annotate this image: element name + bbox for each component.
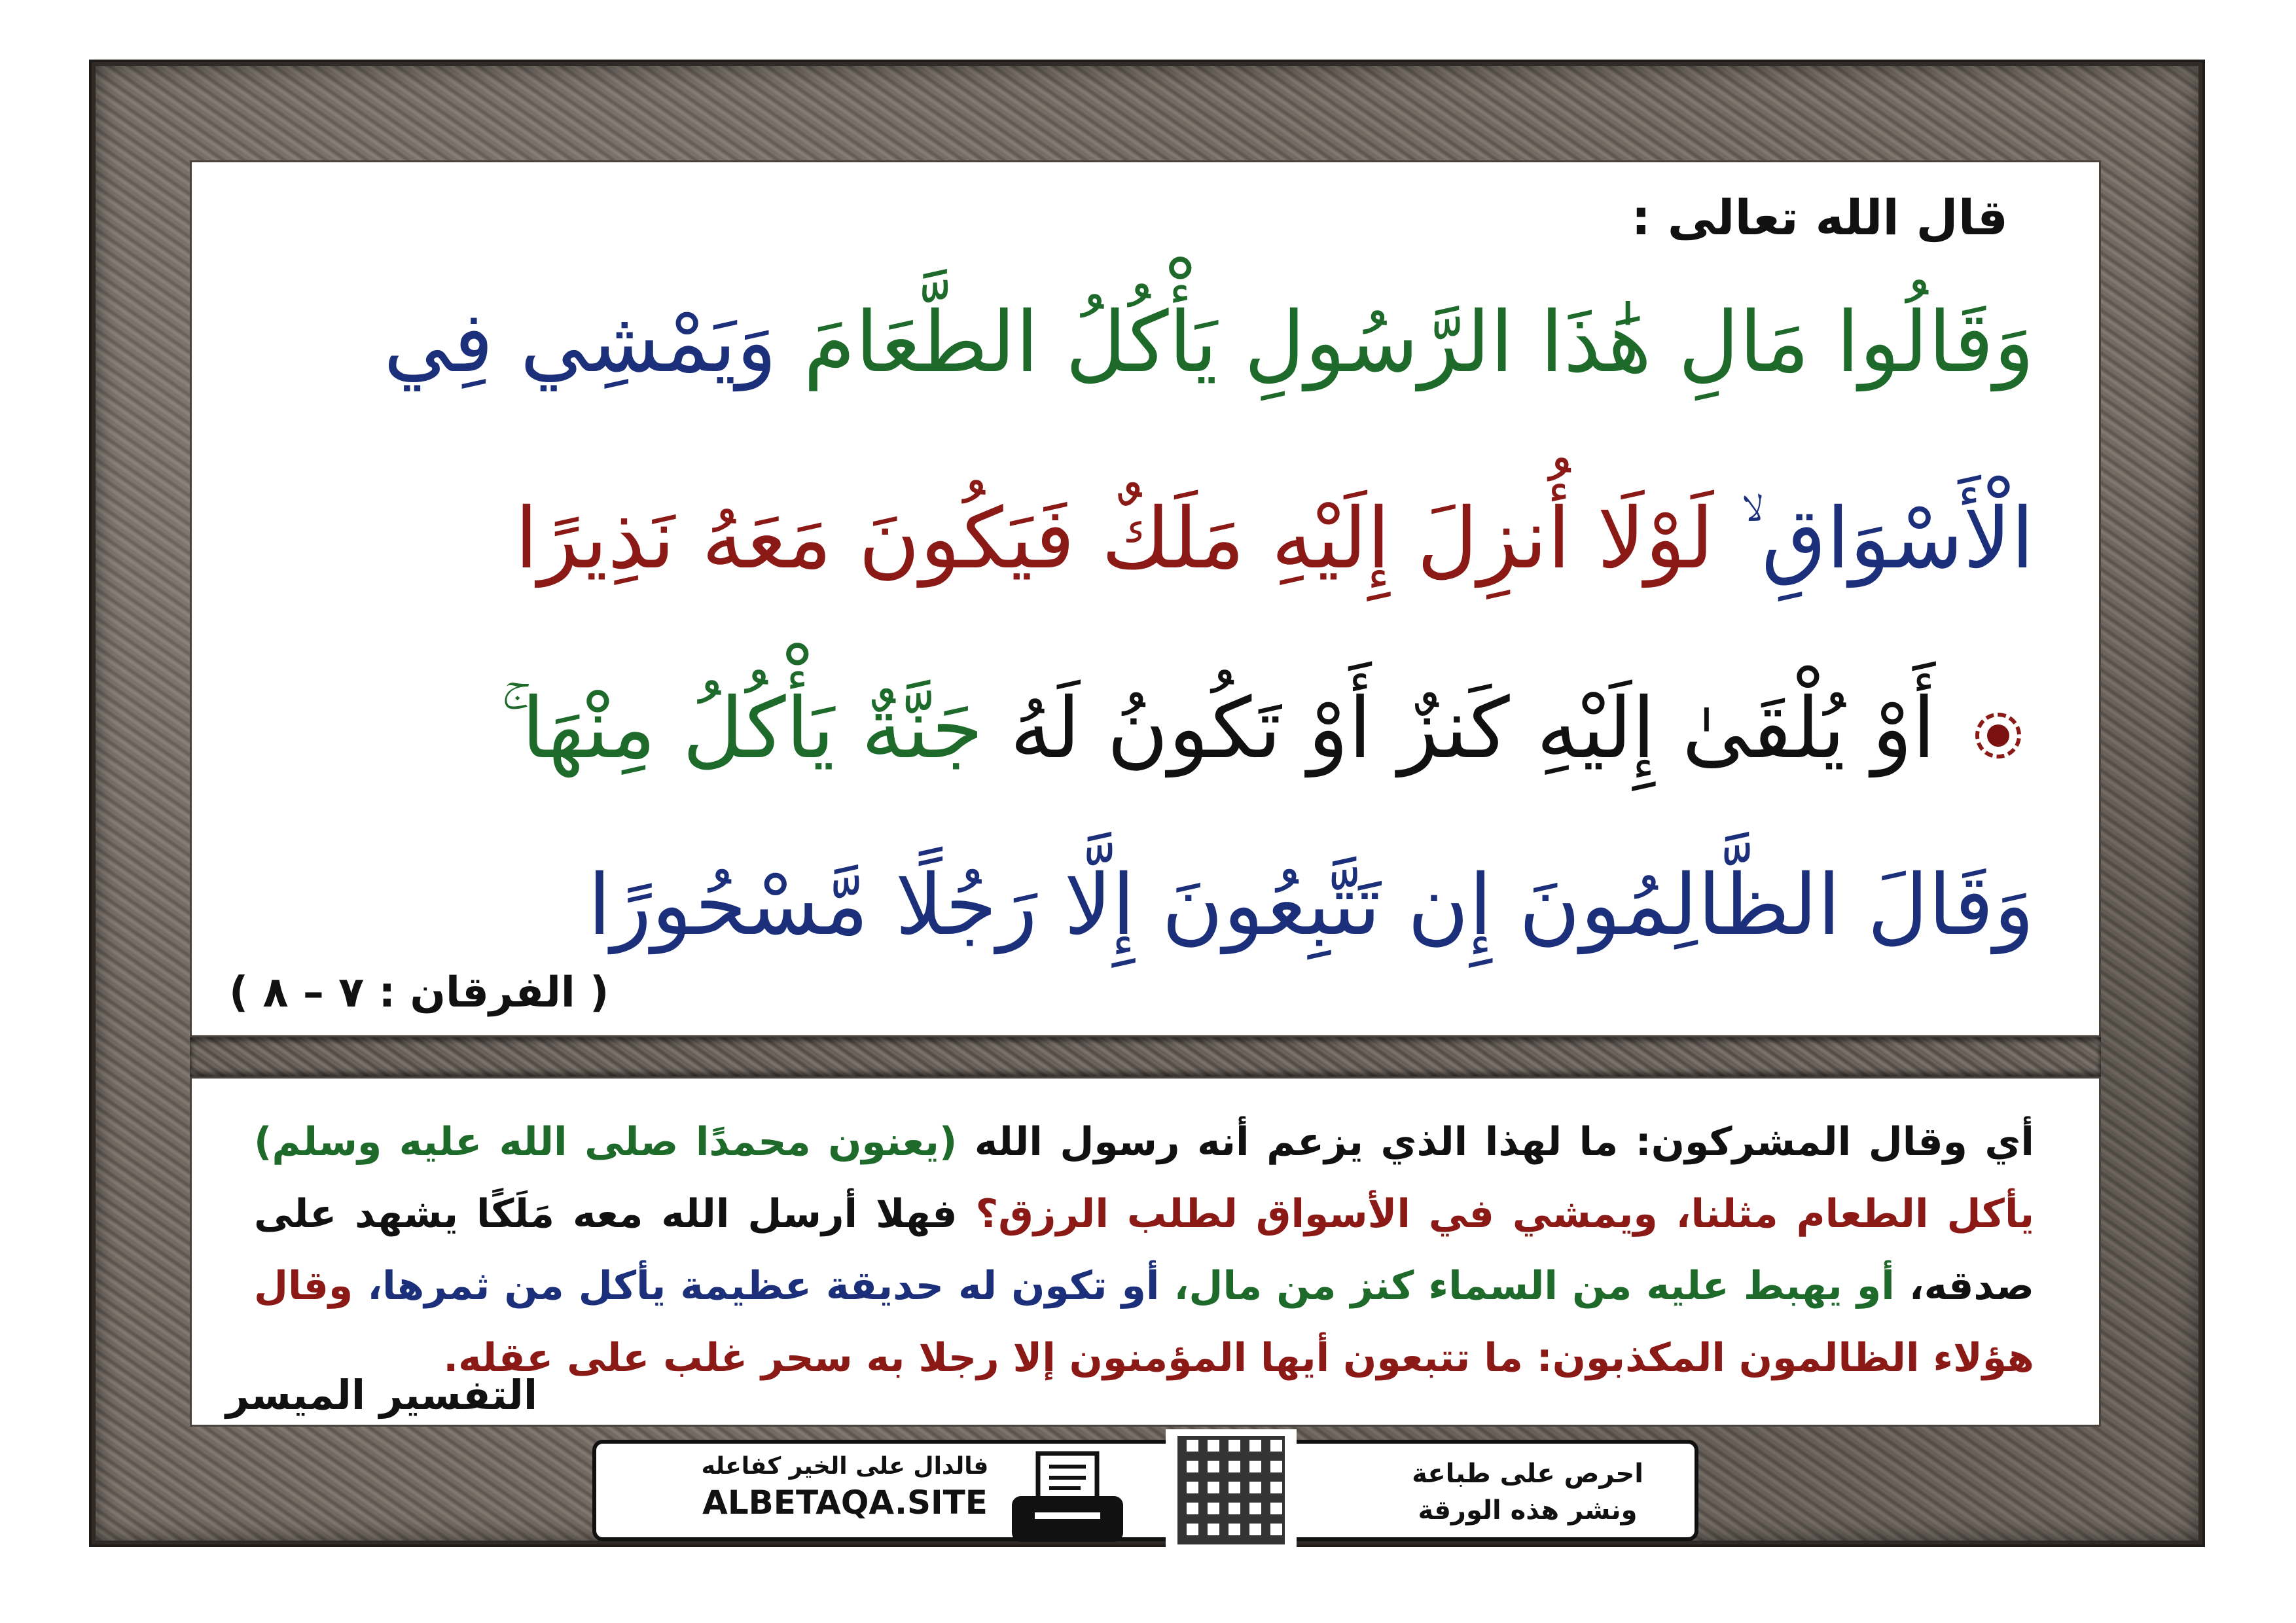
tafsir-source: التفسير الميسر (226, 1371, 538, 1419)
frame-divider (190, 1037, 2101, 1077)
tafsir-segment: (يعنون محمدًا صلى الله عليه وسلم) (254, 1119, 958, 1165)
verse-heading: قال الله تعالى : (1631, 190, 2008, 246)
verse-segment: لَوْلَا أُنزِلَ إِلَيْهِ مَلَكٌ فَيَكُونَ مَعَهُ نَذِيرًا (514, 490, 1714, 588)
ayah-end-icon (1975, 713, 2021, 758)
footer-slogan: فالدال على الخير كفاعله (701, 1453, 989, 1480)
verse-segment: الْأَسْوَاقِ ۙ (1740, 490, 2034, 588)
verse-line-4 (588, 857, 2034, 954)
tafsir-segment: أو تكون له حديقة عظيمة يأكل من ثمرها، (367, 1263, 1174, 1309)
verse-line-1 (383, 294, 2034, 391)
surah-reference: ( الفرقان : ٧ – ٨ ) (229, 969, 609, 1017)
footer-cta-line: ونشر هذه الورقة (1418, 1495, 1638, 1525)
verse-line-2 (514, 490, 2034, 588)
verse-line-3 (500, 680, 2034, 777)
footer-cta (1387, 1455, 1668, 1529)
tafsir-text (254, 1106, 2034, 1394)
verse-segment: وَيَمْشِي فِي (383, 294, 777, 391)
albetaqa-logo (1166, 1429, 1297, 1554)
tafsir-segment: وقال هؤلاء الظالمون المكذبون: ما تتبعون أيها المؤمنون إلا رجلا به سحر غلب على عقله. (254, 1263, 2034, 1381)
tafsir-segment: يأكل الطعام مثلنا، ويمشي في الأسواق لطلب الرزق؟ (975, 1191, 2034, 1237)
tafsir-segment: أو يهبط عليه من السماء كنز من مال، (1174, 1263, 1909, 1309)
tafsir-segment: فهلا أرسل الله معه مَلَكًا يشهد على صدقه، (254, 1191, 2034, 1309)
verse-segment: جَنَّةٌ يَأْكُلُ مِنْهَا ۚ (500, 680, 984, 777)
verse-segment: أَوْ يُلْقَىٰ إِلَيْهِ كَنزٌ أَوْ تَكُونُ لَهُ (1009, 680, 1936, 777)
tafsir-segment: أي وقال المشركون: ما لهذا الذي يزعم أنه رسول الله (957, 1119, 2034, 1165)
footer-banner (592, 1440, 1698, 1541)
footer-site-block (649, 1453, 1041, 1522)
verse-segment: وَقَالَ الظَّالِمُونَ إِن تَتَّبِعُونَ إِلَّا رَجُلًا مَّسْحُورًا (588, 857, 2034, 954)
footer-cta-line: احرص على طباعة (1412, 1459, 1643, 1489)
verse-segment: وَقَالُوا مَالِ هَٰذَا الرَّسُولِ يَأْكُلُ الطَّعَامَ (803, 294, 2034, 391)
site-link[interactable]: ALBETAQA.SITE (702, 1484, 988, 1522)
logo-glyph-icon (1177, 1436, 1285, 1544)
